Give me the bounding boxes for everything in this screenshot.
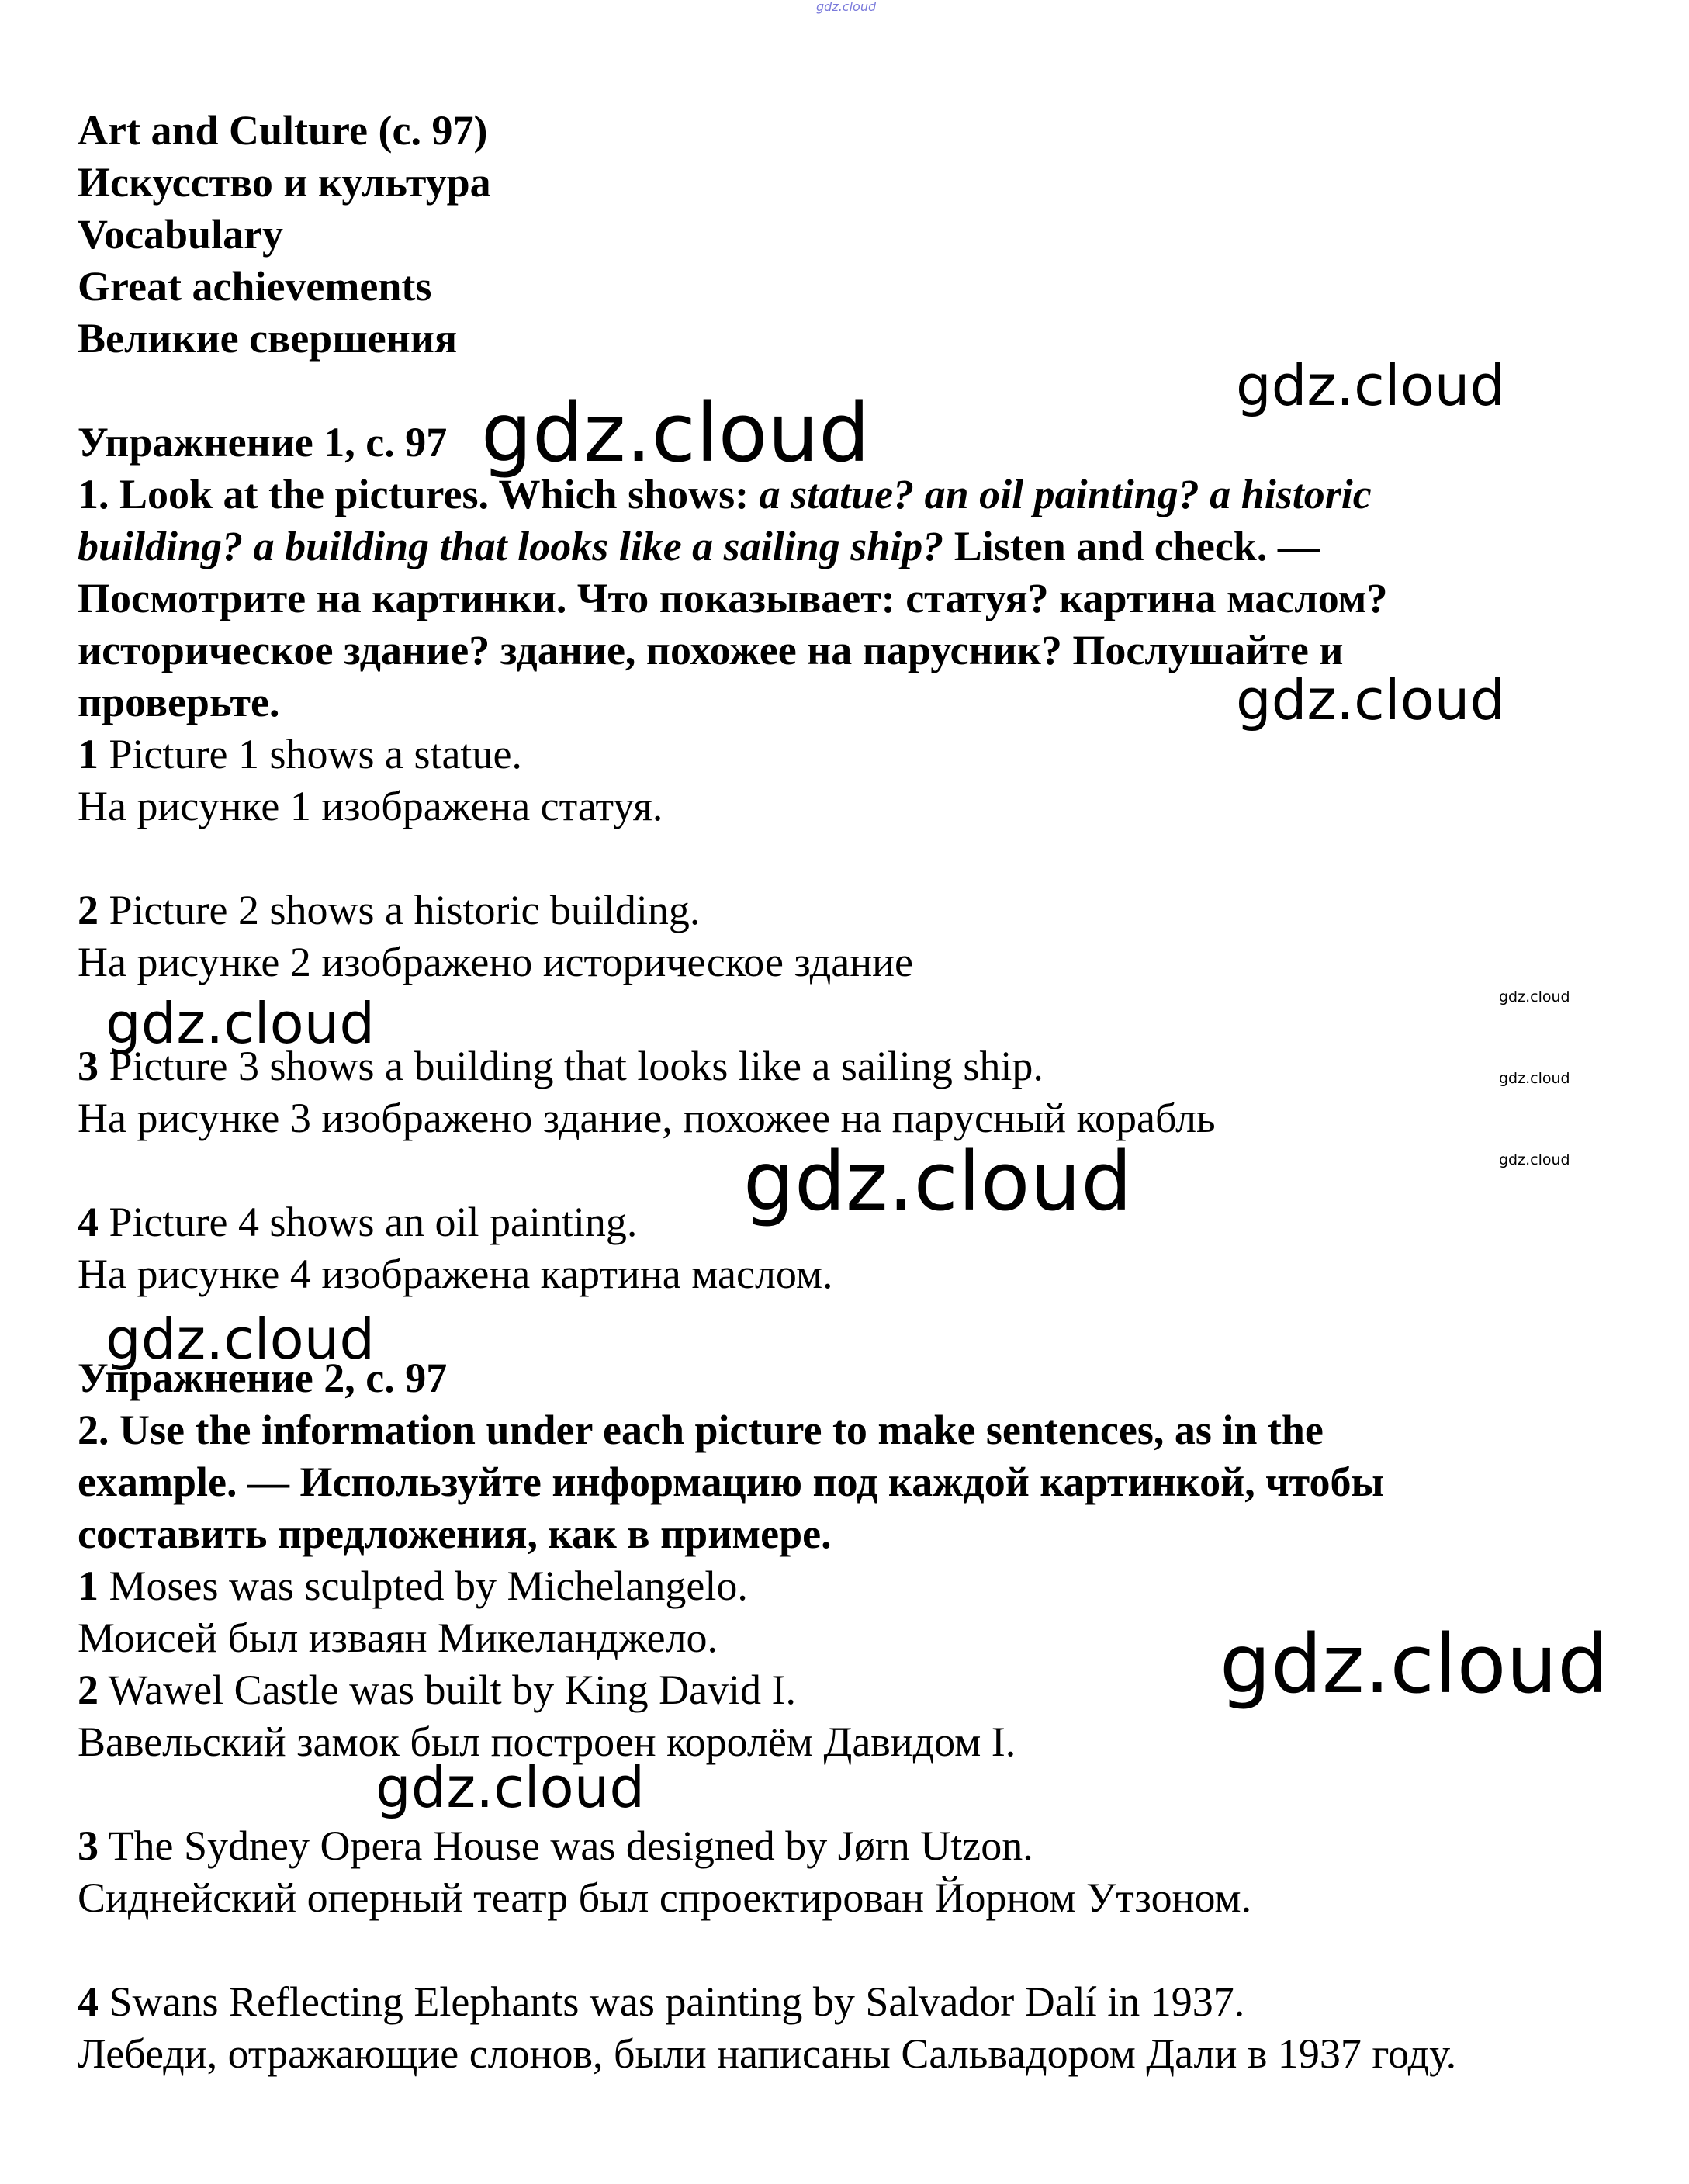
answer-text: Picture 2 shows a historic building. [99,887,701,933]
watermark: gdz.cloud [816,0,877,14]
watermark: gdz.cloud [1499,1070,1570,1087]
watermark: gdz.cloud [106,991,376,1056]
exercise-1-task-line-4: историческое здание? здание, похожее на парусник? Послушайте и [78,627,1344,673]
answer-ru: Вавельский замок был построен королём Давидом I. [78,1718,1016,1765]
answer-ru: Моисей был изваян Микеланджело. [78,1615,718,1661]
watermark: gdz.cloud [376,1755,645,1820]
title-ru: Искусство и культура [78,159,491,206]
answer-text: Picture 1 shows a statue. [99,731,522,777]
answer-text: The Sydney Opera House was designed by Jørn Utzon. [99,1822,1033,1869]
answer-en [78,884,700,936]
exercise-2-task-line-2: example. — Используйте информацию под каждой картинкой, чтобы [78,1459,1384,1505]
task-options: a statue? an oil painting? a historic [759,471,1372,517]
answer-number: 4 [78,1978,99,2025]
exercise-2-heading: Упражнение 2, с. 97 [78,1355,448,1401]
watermark: gdz.cloud [1220,1617,1609,1712]
answer-text: Picture 3 shows a building that looks like a sailing ship. [99,1043,1044,1089]
title-en: Art and Culture (с. 97) [78,107,488,154]
task-text: 1. Look at the pictures. Which shows: [78,471,760,517]
exercise-1-heading: Упражнение 1, с. 97 [78,419,448,466]
exercise-2-task-line-3: составить предложения, как в примере. [78,1511,832,1557]
answer-en [78,728,522,780]
answer-number: 2 [78,887,99,933]
answer-text: Wawel Castle was built by King David I. [99,1667,797,1713]
answer-ru: На рисунке 1 изображена статуя. [78,783,663,829]
answer-number: 3 [78,1043,99,1089]
answer-number: 1 [78,1563,99,1609]
answer-ru: Лебеди, отражающие слонов, были написаны Сальвадором Дали в 1937 году. [78,2030,1457,2077]
watermark: gdz.cloud [1499,1151,1570,1168]
answer-number: 2 [78,1667,99,1713]
topic-en: Great achievements [78,263,432,310]
answer-en [78,1196,637,1248]
answer-number: 4 [78,1199,99,1245]
answer-ru: Сиднейский оперный театр был спроектирован Йорном Утзоном. [78,1874,1252,1921]
exercise-1-task-line-2 [78,520,1320,573]
task-options: building? a building that looks like a sailing ship? [78,523,944,569]
answer-en [78,1663,796,1716]
watermark: gdz.cloud [1499,988,1570,1005]
answer-number: 1 [78,731,99,777]
answer-text: Picture 4 shows an oil painting. [99,1199,638,1245]
section-label: Vocabulary [78,211,284,258]
watermark: gdz.cloud [1236,667,1506,732]
watermark: gdz.cloud [481,386,870,480]
answer-ru: На рисунке 2 изображено историческое здание [78,939,913,985]
answer-text: Moses was sculpted by Michelangelo. [99,1563,748,1609]
answer-en [78,1819,1033,1872]
topic-ru: Великие свершения [78,315,458,362]
answer-text: Swans Reflecting Elephants was painting by Salvador Dalí in 1937. [99,1978,1245,2025]
answer-ru: На рисунке 3 изображено здание, похожее на парусный корабль [78,1095,1216,1141]
exercise-1-task-line-5: проверьте. [78,679,280,725]
exercise-2-task-line-1: 2. Use the information under each picture to make sentences, as in the [78,1407,1324,1453]
watermark: gdz.cloud [1236,353,1506,418]
task-text: Listen and check. — [943,523,1320,569]
answer-en [78,1975,1244,2028]
exercise-1-task-line-3: Посмотрите на картинки. Что показывает: статуя? картина маслом? [78,575,1388,621]
watermark: gdz.cloud [743,1134,1133,1229]
watermark: gdz.cloud [106,1307,376,1372]
answer-number: 3 [78,1822,99,1869]
answer-en [78,1559,748,1612]
answer-ru: На рисунке 4 изображена картина маслом. [78,1251,833,1297]
